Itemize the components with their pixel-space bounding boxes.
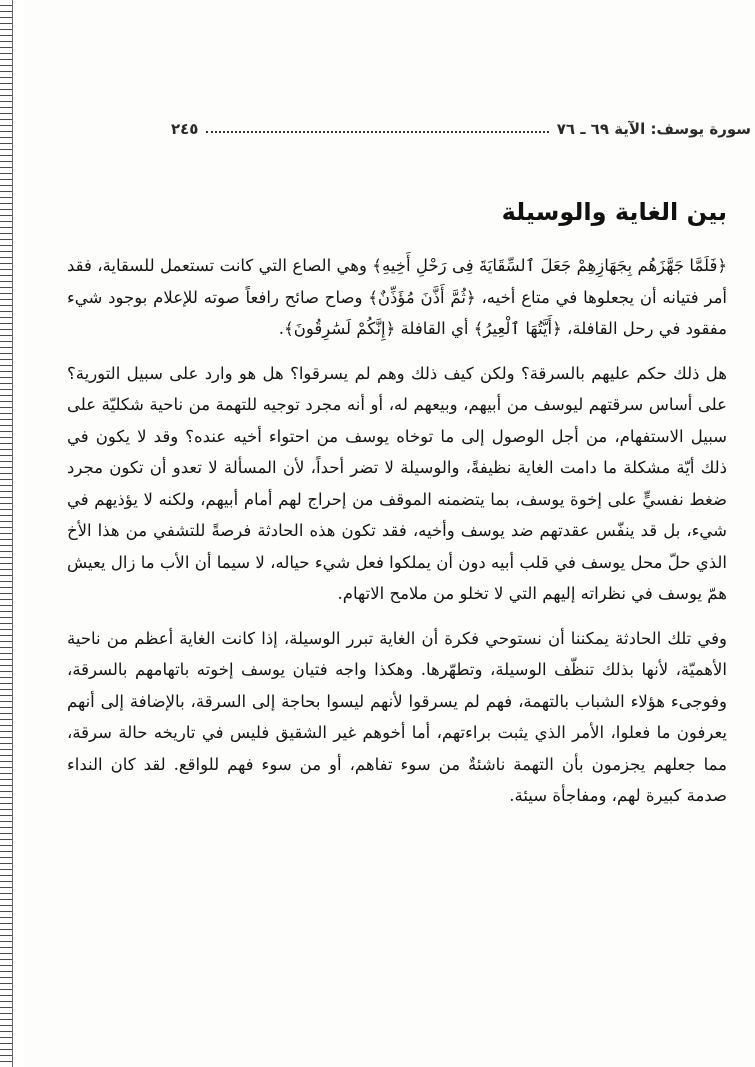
leader-dots xyxy=(206,131,548,133)
running-header xyxy=(171,118,751,140)
paragraph-3: وفي تلك الحادثة يمكننا أن نستوحي فكرة أن الغاية تبرر الوسيلة، إذا كانت الغاية أعظم من ناحية الأهميّة، لأنها بذلك تنظّف الوسيلة، وتطهّرها. وهكذا واجه فتيان يوسف إخوته باتهامهم بالسرقة، وفوجىء هؤلاء الشباب بالتهمة، فهم لم يسرقوا لأنهم ليسوا بحاجة إلى السرقة، بالإضافة إلى أنهم يعرفون ما فعلوا، الأمر الذي يثبت براءتهم، أما أخوهم غير الشقيق فليس في تاريخه حالة سرقة، مما جعلهم يجزمون بأن التهمة ناشئةٌ من سوء تفاهم، أو من سوء فهم للواقع. لقد كان النداء صدمة كبيرة لهم، ومفاجأة سيئة. xyxy=(67,628,727,805)
book-page xyxy=(24,0,755,1067)
paragraph-2: هل ذلك حكم عليهم بالسرقة؟ ولكن كيف ذلك وهم لم يسرقوا؟ هل هو وارد على سبيل التورية؟ على أساس سرقتهم ليوسف من أبيهم، وبيعهم له، أو أنه مجرد توجيه للتهمة من ناحية شكليّة على سبيل الاستفهام، من أجل الوصول إلى ما توخاه يوسف من احتواء أخيه عنده؟ وقد لا يكون في ذلك أيّة مشكلة ما دامت الغاية نظيفةً، والوسيلة لا تضر أحداً، لأن المسألة لا تعدو أن تكون مجرد ضغط نفسيٍّ على إخوة يوسف، بما يتضمنه الموقف من إحراج لهم أمام أبيهم، ولكنه لا يؤذيهم في شيء، بل قد ينفّس عقدتهم ضد يوسف وأخيه، فقد تكون هذه الحادثة فرصةً للتشفي من هذا الأخ الذي حلّ محل يوسف في قلب أبيه دون أن يملكوا فعل شيء حياله، لا سيما أن الأب ما زال يعيش همّ يوسف في نظراته إليهم التي لا تخلو من ملامح الاتهام. xyxy=(67,363,727,603)
page-number: ٢٤٥ xyxy=(171,120,199,138)
section-heading: بين الغاية والوسيلة xyxy=(501,198,727,226)
chapter-title: سورة يوسف: الآية ٦٩ ـ ٧٦ xyxy=(556,120,751,138)
paragraph-1: ﴿فَلَمَّا جَهَّزَهُم بِجَهَازِهِمْ جَعَلَ ٱلسِّقَايَةَ فِى رَحْلِ أَخِيهِ﴾ وهي الصاع التي كانت تستعمل للسقاية، فقد أمر فتيانه أن يجعلوها في متاع أخيه، ﴿ثُمَّ أَذَّنَ مُؤَذِّنٌ﴾ وصاح صائح رافعاً صوته للإعلام بوجود شيء مفقود في رحل القافلة، ﴿أَيَّتُهَا ٱلْعِيرُ﴾ أي القافلة ﴿إِنَّكُمْ لَسَٰرِقُونَ﴾. xyxy=(67,256,727,338)
body-text xyxy=(67,250,727,825)
book-binding-edge xyxy=(0,0,13,1067)
